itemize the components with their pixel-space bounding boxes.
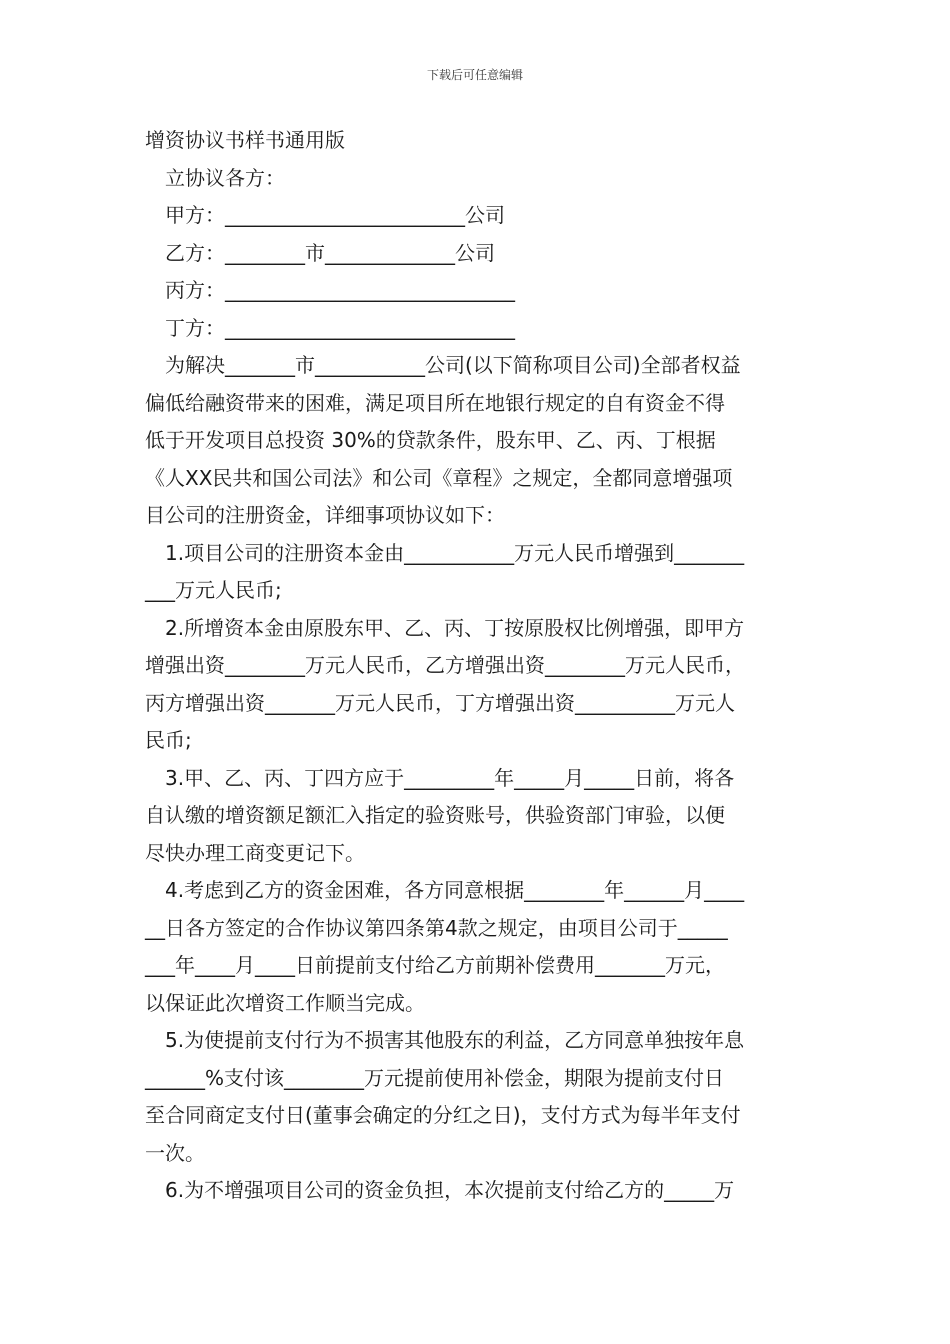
document-title: 增资协议书样书通用版: [145, 128, 345, 152]
clause-5-line: 5.为使提前支付行为不损害其他股东的利益，乙方同意单独按年息: [165, 1028, 745, 1052]
parties-heading: 立协议各方：: [165, 165, 285, 190]
clause-5-line: 一次。: [145, 1140, 205, 1165]
clause-1-line: ___万元人民币;: [145, 578, 282, 602]
party-d-line: 丁方：_____________________________: [165, 315, 515, 340]
preamble-line: 目公司的注册资金，详细事项协议如下：: [145, 503, 505, 527]
clause-2-line: 丙方增强出资_______万元人民币，丁方增强出资__________万元人: [145, 690, 735, 715]
preamble-line: 低于开发项目总投资 30%的贷款条件，股东甲、乙、丙、丁根据: [145, 428, 716, 452]
clause-5-line: 至合同商定支付日(董事会确定的分红之日)，支付方式为每半年支付: [145, 1103, 741, 1127]
clause-4-line: 以保证此次增资工作顺当完成。: [145, 990, 425, 1015]
clause-2-line: 民币;: [145, 728, 192, 752]
header-note: 下载后可任意编辑: [426, 68, 523, 82]
party-a-line: 甲方：________________________公司: [165, 203, 505, 227]
clause-3-line: 3.甲、乙、丙、丁四方应于_________年_____月_____日前，将各: [165, 765, 735, 790]
clause-6-line: 6.为不增强项目公司的资金负担，本次提前支付给乙方的_____万: [165, 1178, 735, 1202]
clause-2-line: 增强出资________万元人民币，乙方增强出资________万元人民币，: [145, 653, 745, 677]
clause-5-line: ______%支付该________万元提前使用补偿金，期限为提前支付日: [145, 1065, 725, 1090]
preamble-line: 为解决_______市___________公司(以下简称项目公司)全部者权益: [165, 353, 741, 377]
clause-1-line: 1.项目公司的注册资本金由___________万元人民币增强到_______: [165, 540, 745, 565]
clause-4-line: __日各方签定的合作协议第四条第4款之规定，由项目公司于_____: [145, 915, 728, 940]
preamble-line: 偏低给融资带来的困难，满足项目所在地银行规定的自有资金不得: [145, 390, 725, 415]
party-c-line: 丙方：_____________________________: [165, 278, 515, 302]
clause-3-line: 尽快办理工商变更记下。: [145, 840, 365, 865]
preamble-line: 《人XX民共和国公司法》和公司《章程》之规定，全都同意增强项: [145, 465, 733, 490]
document-body: [145, 122, 810, 1210]
party-b-line: 乙方：________市_____________公司: [165, 240, 495, 265]
clause-4-line: 4.考虑到乙方的资金困难，各方同意根据________年______月____: [165, 878, 745, 902]
clause-2-line: 2.所增资本金由原股东甲、乙、丙、丁按原股权比例增强，即甲方: [165, 615, 745, 640]
clause-3-line: 自认缴的增资额足额汇入指定的验资账号，供验资部门审验，以便: [145, 803, 725, 827]
clause-4-line: ___年____月____日前提前支付给乙方前期补偿费用_______万元，: [145, 953, 725, 977]
